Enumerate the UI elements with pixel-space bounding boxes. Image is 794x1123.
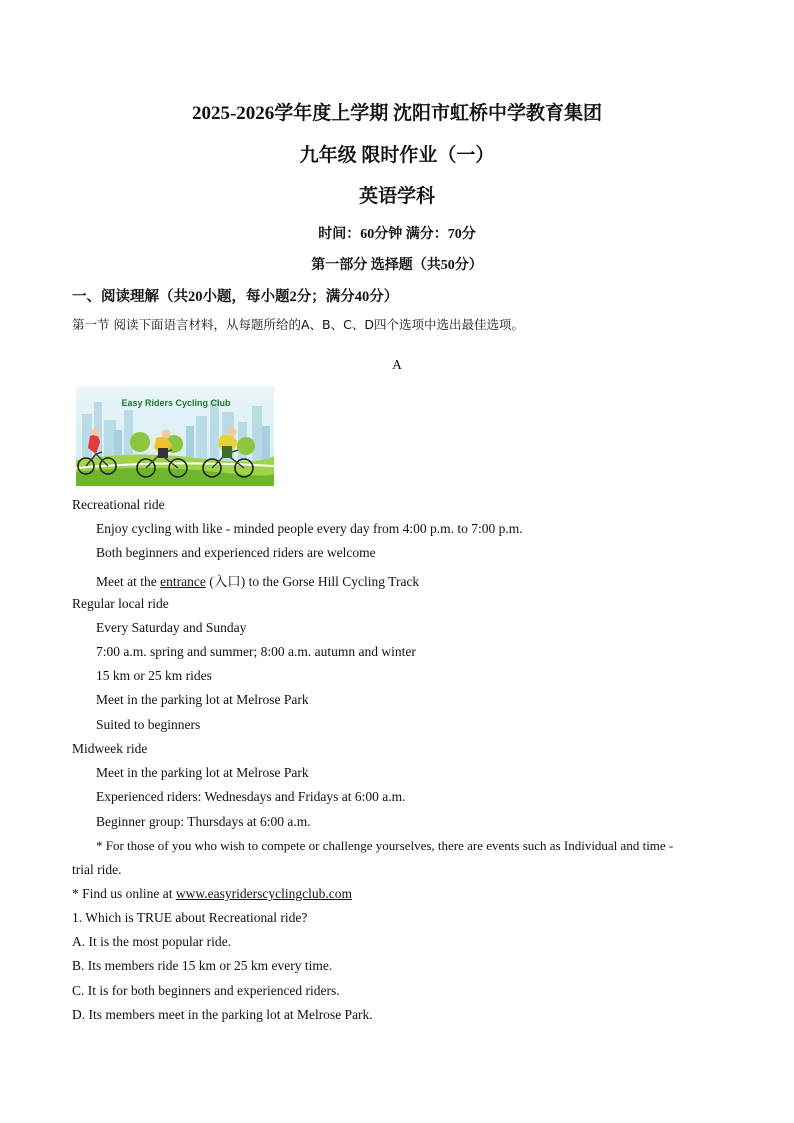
regular-line-3: 15 km or 25 km rides xyxy=(96,668,212,683)
club-website-link[interactable]: www.easyriderscyclingclub.com xyxy=(175,886,352,901)
online-note xyxy=(72,886,352,902)
regular-line-5: Suited to beginners xyxy=(96,717,201,732)
recreational-line-3-start: Meet at the xyxy=(96,574,161,589)
question-1-option-a: A. It is the most popular ride. xyxy=(72,934,231,949)
midweek-heading: Midweek ride xyxy=(72,741,148,756)
recreational-line-2: Both beginners and experienced riders are welcome xyxy=(96,545,376,560)
entrance-word: entrance xyxy=(160,574,206,589)
part-one-heading: 第一部分 选择题（共50分） xyxy=(311,258,483,273)
online-note-text: * Find us online at xyxy=(72,886,176,901)
passage-label: A xyxy=(392,357,402,372)
midweek-line-2: Experienced riders: Wednesdays and Fridays at 6:00 a.m. xyxy=(96,789,406,804)
cycling-club-banner xyxy=(76,386,274,486)
exam-subject: 英语学科 xyxy=(358,186,435,207)
regular-line-2: 7:00 a.m. spring and summer; 8:00 a.m. autumn and winter xyxy=(96,644,416,659)
question-1-option-c: C. It is for both beginners and experienced riders. xyxy=(72,983,340,998)
section-title: 一、阅读理解（共20小题，每小题2分；满分40分） xyxy=(72,289,399,305)
regular-line-1: Every Saturday and Sunday xyxy=(96,620,247,635)
recreational-line-3-end: (入口) to the Gorse Hill Cycling Track xyxy=(205,574,420,589)
midweek-line-1: Meet in the parking lot at Melrose Park xyxy=(96,765,309,780)
question-1-option-b: B. Its members ride 15 km or 25 km every time. xyxy=(72,958,333,973)
events-note: * For those of you who wish to compete or challenge yourselves, there are events such as Individual and time - xyxy=(96,838,674,853)
cycling-banner-illustration xyxy=(76,386,274,486)
recreational-line-1: Enjoy cycling with like - minded people every day from 4:00 p.m. to 7:00 p.m. xyxy=(96,521,523,536)
events-note-cont: trial ride. xyxy=(72,862,122,877)
recreational-heading: Recreational ride xyxy=(72,497,165,512)
midweek-line-3: Beginner group: Thursdays at 6:00 a.m. xyxy=(96,814,311,829)
exam-title-line2: 九年级 限时作业（一） xyxy=(299,145,495,166)
banner-title: Easy Riders Cycling Club xyxy=(121,398,231,408)
question-1-stem: 1. Which is TRUE about Recreational ride? xyxy=(72,910,308,925)
regular-heading: Regular local ride xyxy=(72,596,169,611)
recreational-line-3 xyxy=(96,570,419,590)
exam-info: 时间：60分钟 满分：70分 xyxy=(318,227,476,242)
regular-line-4: Meet in the parking lot at Melrose Park xyxy=(96,692,309,707)
question-1-option-d: D. Its members meet in the parking lot at Melrose Park. xyxy=(72,1007,373,1022)
exam-title-line1: 2025-2026学年度上学期 沈阳市虹桥中学教育集团 xyxy=(191,103,603,124)
section-instruction: 第一节 阅读下面语言材料，从每题所给的A、B、C、D四个选项中选出最佳选项。 xyxy=(72,317,524,332)
